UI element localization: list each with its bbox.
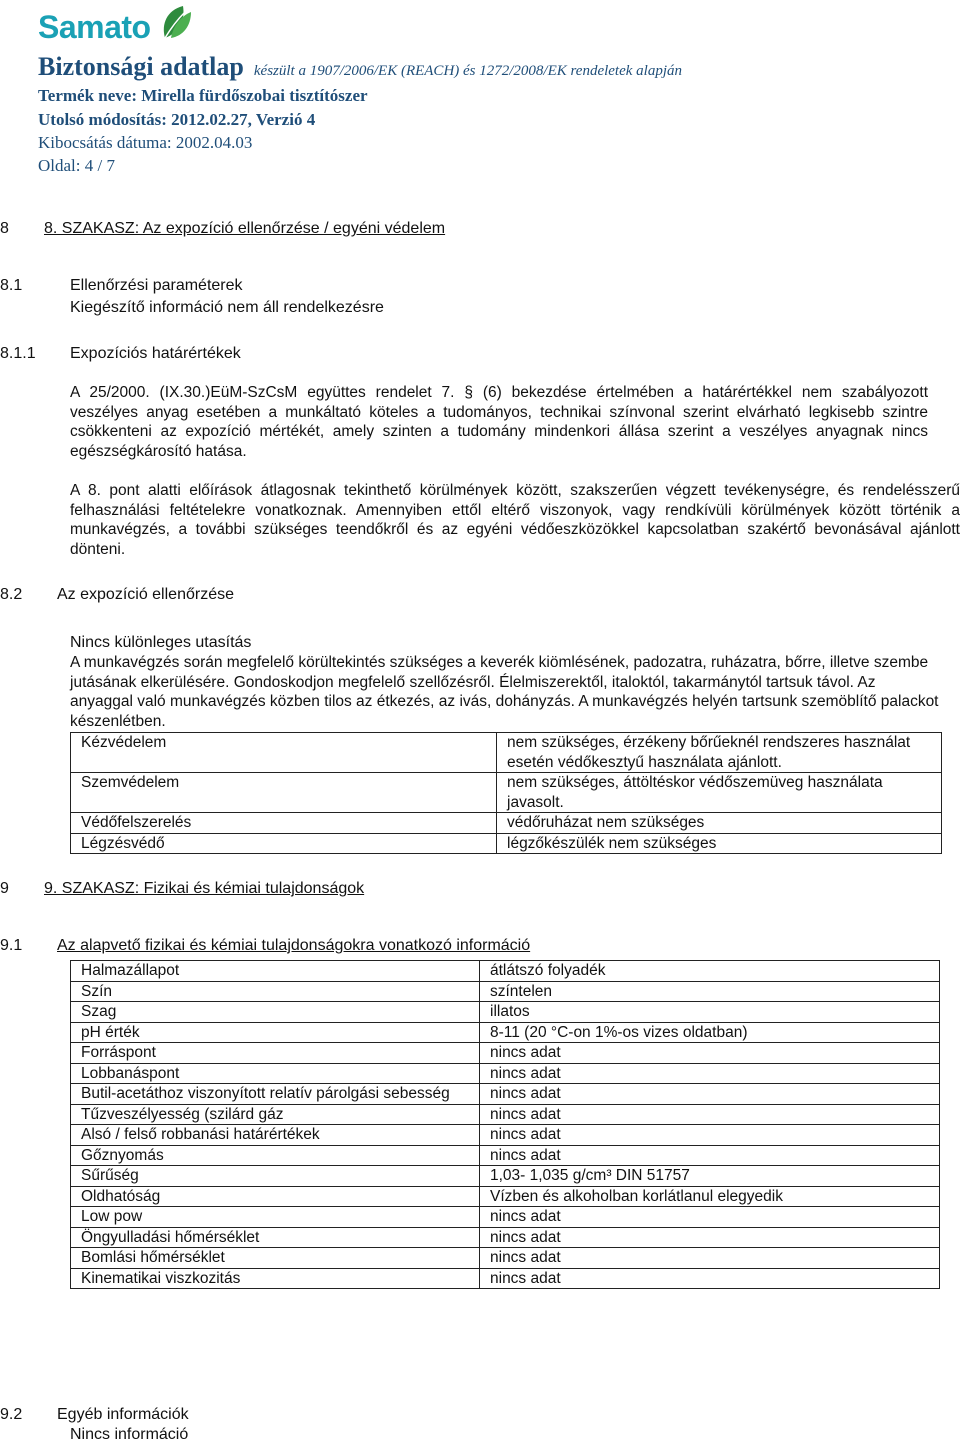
- property-label: Butil-acetáthoz viszonyított relatív párolgási sebesség: [71, 1084, 480, 1105]
- table-row: [71, 773, 942, 813]
- property-label: Tűzveszélyesség (szilárd gáz: [71, 1104, 480, 1125]
- table-row: [71, 1125, 940, 1146]
- limits-paragraph-1: A 25/2000. (IX.30.)EüM-SzCsM együttes rendelet 7. § (6) bekezdése értelmében a határértékkel nem szabályozott veszélyes anyag esetében a munkáltató köteles a tudományos, technikai színvonal szerint elvárható legkisebb szintre csökkenteni az expozíció mértékét, amely szinten a tudomány mindenkori állása szerint a veszélyes anyagnak nincs egészségkárosító hatása.: [70, 384, 928, 460]
- document-subtitle: készült a 1907/2006/EK (REACH) és 1272/2008/EK rendeletek alapján: [253, 63, 683, 79]
- section-9-2-number: 9.2: [0, 1406, 23, 1423]
- table-row: [71, 1186, 940, 1207]
- table-row: [71, 813, 942, 834]
- property-value: nincs adat: [480, 1145, 940, 1166]
- table-row: [71, 1166, 940, 1187]
- section-9-2-text: Nincs információ: [70, 1426, 189, 1443]
- ppe-label: Szemvédelem: [71, 773, 497, 813]
- table-row: [71, 833, 942, 854]
- product-name-line: Termék neve: Mirella fürdőszobai tisztítószer: [38, 86, 368, 105]
- section-8-1-1-title: Expozíciós határértékek: [70, 345, 241, 362]
- ppe-value: védőruházat nem szükséges: [497, 813, 942, 834]
- section-8-1-1-number: 8.1.1: [0, 345, 36, 362]
- property-value: illatos: [480, 1002, 940, 1023]
- section-8-2-title: Az expozíció ellenőrzése: [57, 586, 234, 603]
- property-value: nincs adat: [480, 1207, 940, 1228]
- property-value: nincs adat: [480, 1248, 940, 1269]
- property-label: pH érték: [71, 1022, 480, 1043]
- property-value: nincs adat: [480, 1043, 940, 1064]
- table-row: [71, 1268, 940, 1289]
- property-value: nincs adat: [480, 1063, 940, 1084]
- section-8-number: 8: [0, 220, 9, 237]
- ppe-value: nem szükséges, érzékeny bőrűeknél rendszeres használat esetén védőkesztyű használata ajánlott.: [497, 733, 942, 773]
- leaf-icon: [159, 4, 193, 42]
- section-8-1-title: Ellenőrzési paraméterek: [70, 277, 243, 294]
- table-row: [71, 1002, 940, 1023]
- property-value: Vízben és alkoholban korlátlanul elegyedik: [480, 1186, 940, 1207]
- property-label: Szín: [71, 981, 480, 1002]
- section-9-number: 9: [0, 880, 9, 897]
- property-value: 1,03- 1,035 g/cm³ DIN 51757: [480, 1166, 940, 1187]
- table-row: [71, 1104, 940, 1125]
- table-row: [71, 1207, 940, 1228]
- table-row: [71, 961, 940, 982]
- section-9-1-title: Az alapvető fizikai és kémiai tulajdonságokra vonatkozó információ: [57, 937, 531, 954]
- brand-name: Samato: [38, 9, 151, 45]
- property-label: Bomlási hőmérséklet: [71, 1248, 480, 1269]
- section-9-title: 9. SZAKASZ: Fizikai és kémiai tulajdonságok: [44, 880, 365, 897]
- property-label: Low pow: [71, 1207, 480, 1228]
- section-9-1-number: 9.1: [0, 937, 23, 954]
- no-special-instructions: Nincs különleges utasítás: [70, 634, 252, 651]
- title-text: Biztonsági adatlap: [38, 52, 244, 81]
- section-8-1-number: 8.1: [0, 277, 23, 294]
- property-label: Sűrűség: [71, 1166, 480, 1187]
- property-label: Lobbanáspont: [71, 1063, 480, 1084]
- page-number: Oldal: 4 / 7: [38, 156, 115, 175]
- property-value: nincs adat: [480, 1125, 940, 1146]
- modified-line: Utolsó módosítás: 2012.02.27, Verzió 4: [38, 110, 316, 129]
- property-label: Kinematikai viszkozitás: [71, 1268, 480, 1289]
- properties-table: [70, 960, 940, 1289]
- issued-line: Kibocsátás dátuma: 2002.04.03: [38, 133, 253, 152]
- property-label: Szag: [71, 1002, 480, 1023]
- document-title: [38, 52, 682, 82]
- table-row: [71, 1043, 940, 1064]
- section-8-1-text: Kiegészítő információ nem áll rendelkezésre: [70, 299, 384, 316]
- property-value: nincs adat: [480, 1084, 940, 1105]
- section-8-2-number: 8.2: [0, 586, 23, 603]
- limits-paragraph-2: A 8. pont alatti előírások átlagosnak tekinthető körülmények között, szakszerűen végzett tevékenységre, és rendelésszerű felhasználási feltételekre vonatkoznak. Amennyiben ettől eltérő viszonyok, vagy rendkívüli körülmények között történik a munkavégzés, a további szükséges teendőkről és az egyéni védőeszközökkel kapcsolatban szakértő bevonásával ajánlott dönteni.: [70, 482, 960, 558]
- ppe-value: légzőkészülék nem szükséges: [497, 833, 942, 854]
- table-row: [71, 1227, 940, 1248]
- property-value: nincs adat: [480, 1227, 940, 1248]
- table-row: [71, 1063, 940, 1084]
- table-row: [71, 1084, 940, 1105]
- property-label: Gőznyomás: [71, 1145, 480, 1166]
- property-value: átlátszó folyadék: [480, 961, 940, 982]
- property-value: színtelen: [480, 981, 940, 1002]
- section-8-title: 8. SZAKASZ: Az expozíció ellenőrzése / egyéni védelem: [44, 220, 446, 237]
- property-value: nincs adat: [480, 1104, 940, 1125]
- table-row: [71, 1145, 940, 1166]
- table-row: [71, 1248, 940, 1269]
- section-9-2-title: Egyéb információk: [57, 1406, 189, 1423]
- ppe-label: Védőfelszerelés: [71, 813, 497, 834]
- brand-logo: [38, 4, 193, 44]
- ppe-label: Légzésvédő: [71, 833, 497, 854]
- property-value: nincs adat: [480, 1268, 940, 1289]
- property-value: 8-11 (20 °C-on 1%-os vizes oldatban): [480, 1022, 940, 1043]
- property-label: Öngyulladási hőmérséklet: [71, 1227, 480, 1248]
- ppe-table: [70, 732, 942, 854]
- ppe-value: nem szükséges, áttöltéskor védőszemüveg használata javasolt.: [497, 773, 942, 813]
- property-label: Halmazállapot: [71, 961, 480, 982]
- ppe-label: Kézvédelem: [71, 733, 497, 773]
- exposure-control-paragraph: A munkavégzés során megfelelő körültekintés szükséges a keverék kiömlésének, padozatra, ruházatra, bőrre, illetve szembe jutásának elkerülésére. Gondoskodjon megfelelő szellőzésről. Élelmiszerektől, italoktól, takarmánytól tartsuk távol. Az anyaggal való munkavégzés közben tilos az étkezés, az ivás, dohányzás. A munkavégzés helyén tartsunk szemöblítő palackot készenlétben.: [70, 654, 939, 730]
- table-row: [71, 733, 942, 773]
- property-label: Oldhatóság: [71, 1186, 480, 1207]
- table-row: [71, 981, 940, 1002]
- property-label: Forráspont: [71, 1043, 480, 1064]
- property-label: Alsó / felső robbanási határértékek: [71, 1125, 480, 1146]
- table-row: [71, 1022, 940, 1043]
